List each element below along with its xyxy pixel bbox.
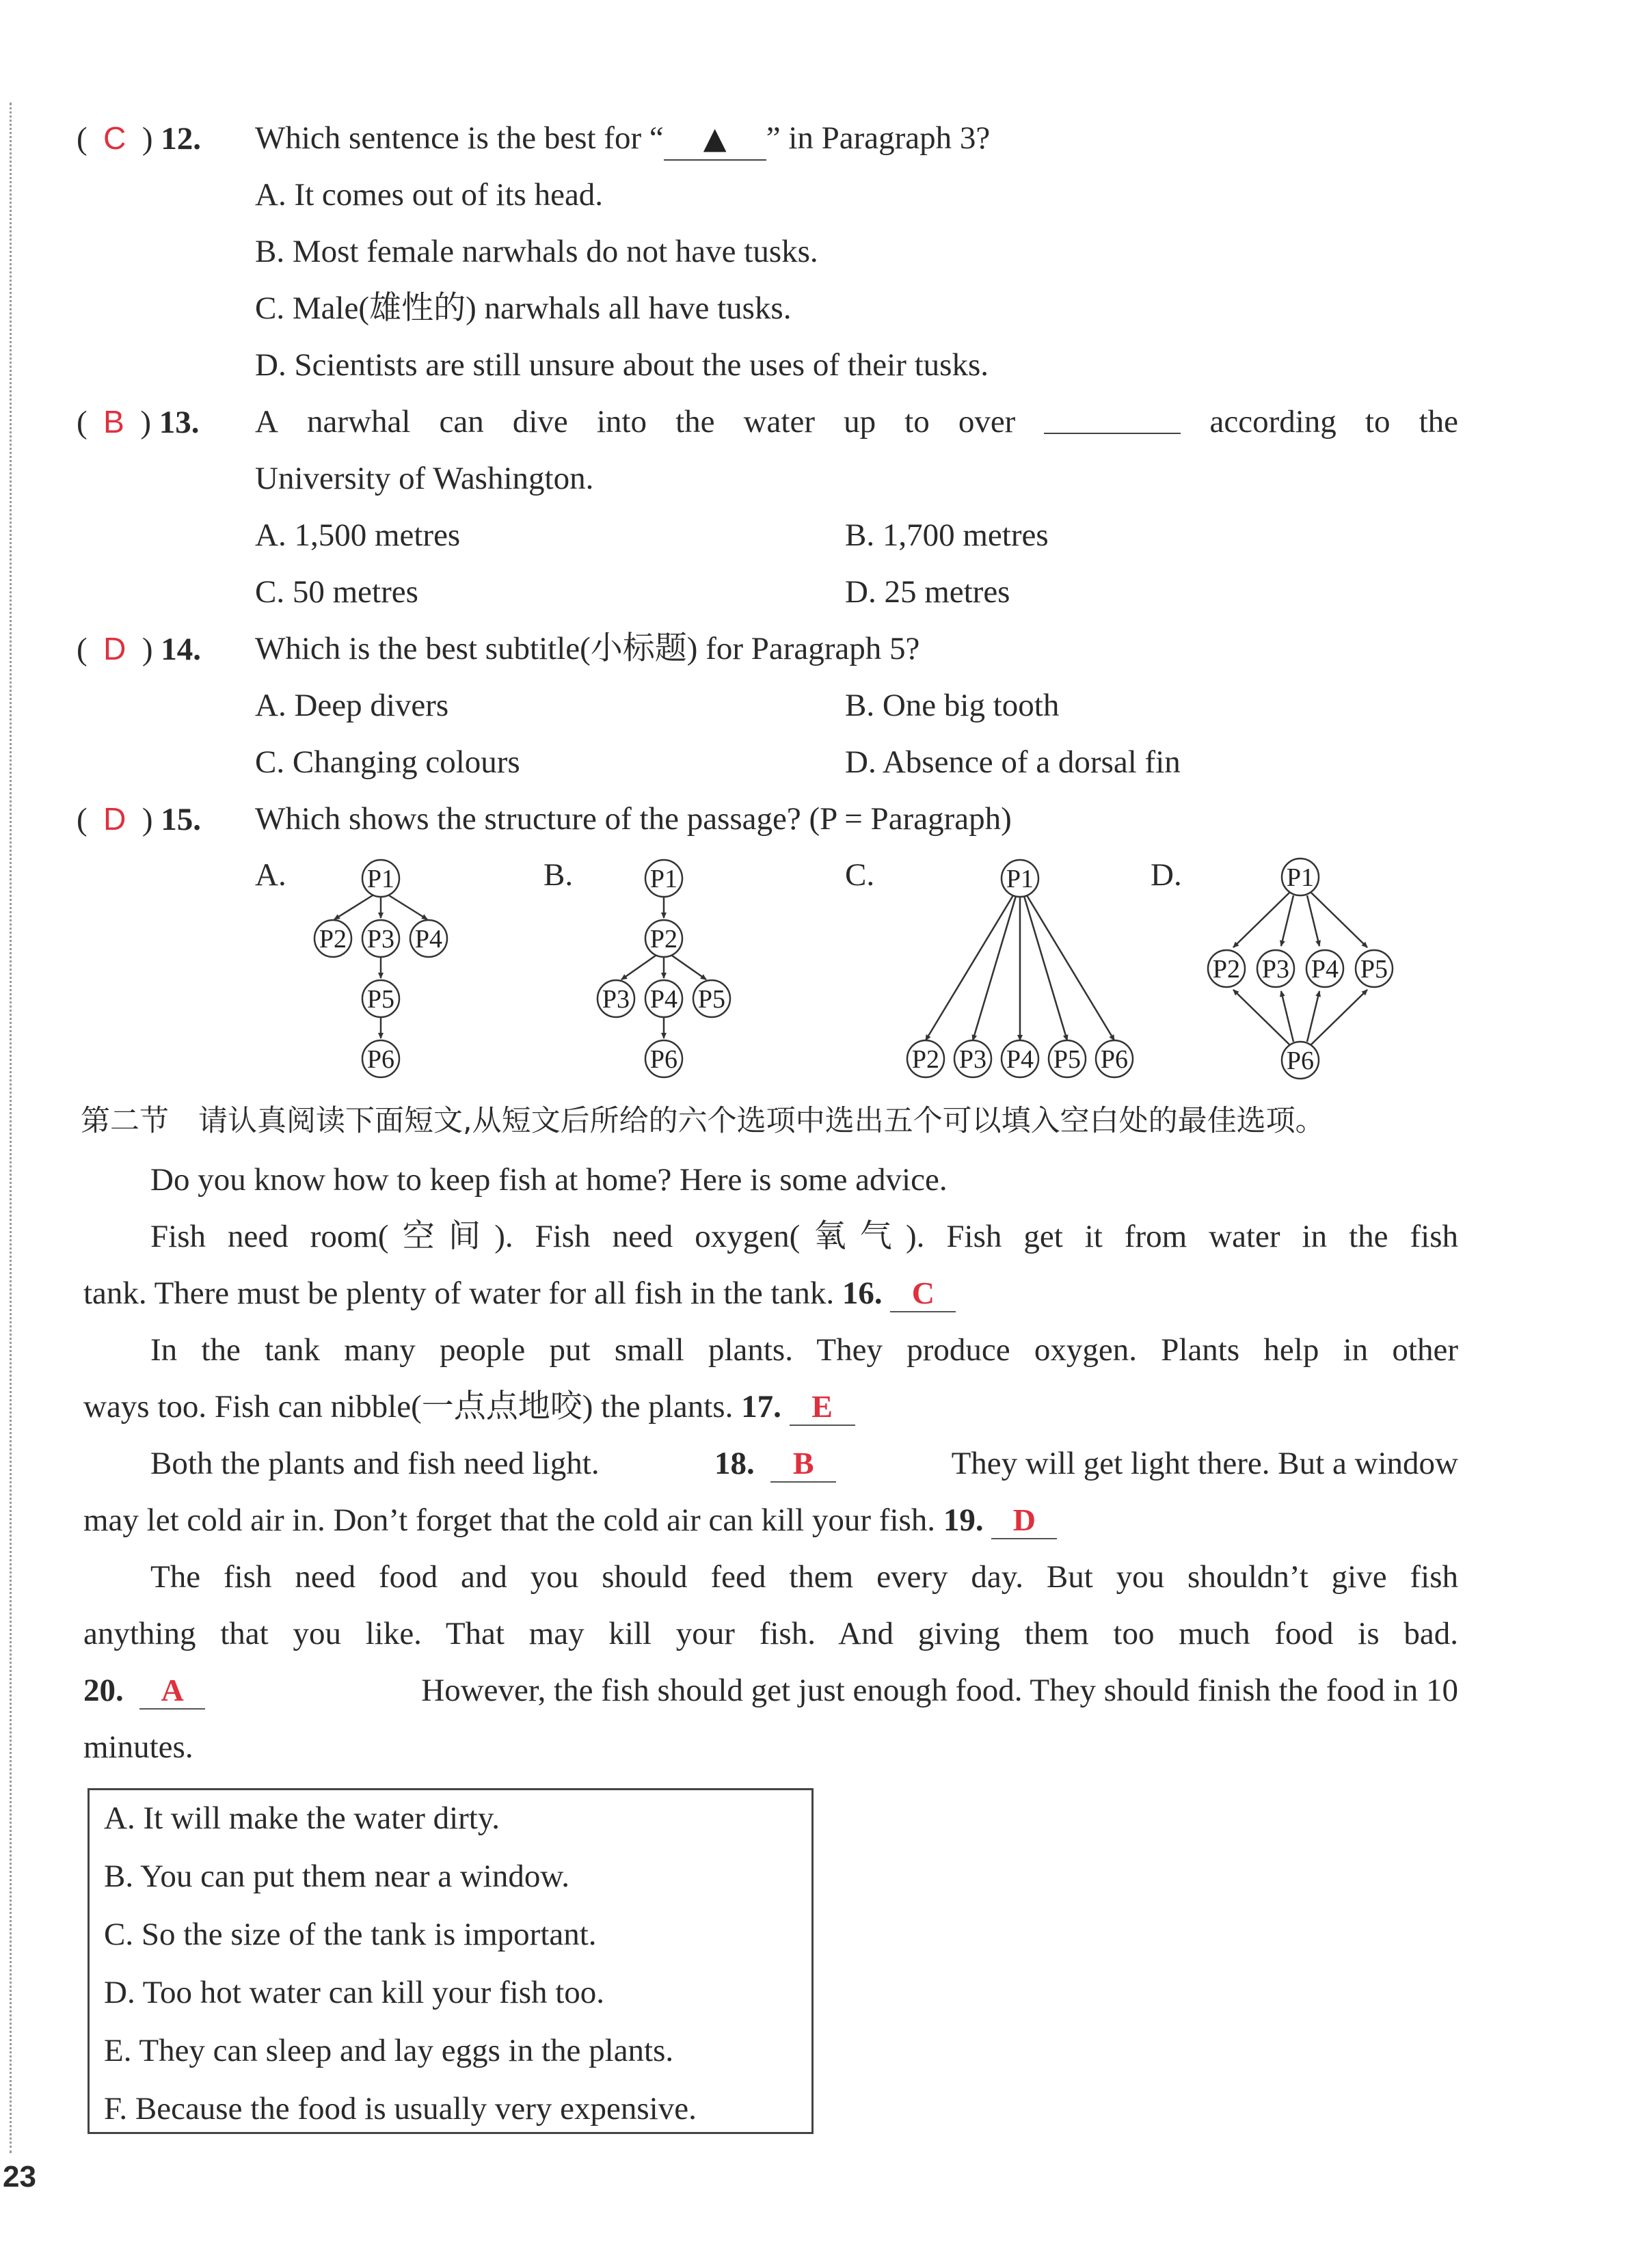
node-label: P6 [366,1045,395,1074]
question-15-stem: Which shows the structure of the passage? (P = Paragraph) [255,801,1012,837]
choice-d: D. Too hot water can kill your fish too. [104,1975,605,2010]
answer-paren: ( [77,632,104,667]
choices-box [88,1788,814,2134]
stem-word: dive [512,404,568,440]
stem-word: narwhal [307,404,411,440]
stem-word: to [1365,404,1391,440]
choice-e: E. They can sleep and lay eggs in the plants. [104,2033,674,2068]
blank-answer-17: E [790,1389,855,1426]
stem-word: over [958,404,1016,440]
passage-paragraph-2-line1: Fish need room(空间). Fish need oxygen(氧气). Fish get it from water in the fish [150,1219,1458,1254]
diagram-a-node-p5 [362,980,399,1017]
option-13a: A. 1,500 metres [255,517,461,553]
answer-13: B [103,404,124,440]
diagram-c-node-p1 [1002,860,1038,897]
diagram-b-node-p5 [693,980,730,1017]
page-number: 23 [3,2160,36,2193]
answer-paren-close: ) [126,121,153,157]
passage-text: tank. There must be plenty of water for all fish in the tank. [83,1275,835,1311]
node-label: P4 [1311,955,1339,984]
passage-paragraph-5-line1: The fish need food and you should feed them every day. But you shouldn’t give fish [150,1559,1458,1595]
passage-paragraph-3-line1: In the tank many people put small plants. They produce oxygen. Plants help in other [150,1332,1458,1368]
diagram-a-node-p3 [362,920,399,957]
node-label: P1 [1286,863,1315,892]
answer-paren: ( [77,802,104,837]
passage-paragraph-5-line2: anything that you like. That may kill your fish. And giving them too much food is bad. [83,1616,1458,1651]
diagram-c-node-p6 [1096,1040,1133,1077]
question-number: 15. [161,802,202,837]
node-label: P3 [366,925,395,954]
passage-text: ways too. Fish can nibble(一点点地咬) the plants. [83,1389,734,1425]
diagram-c-arrows [926,895,1114,1040]
passage-text: may let cold air in. Don’t forget that the cold air can kill your fish. [83,1502,936,1538]
node-label: P6 [649,1045,678,1074]
node-label: P5 [697,985,726,1014]
question-number: 12. [161,121,202,157]
question-number: 13. [159,405,200,440]
option-13d: D. 25 metres [845,574,1010,610]
diagram-label-d: D. [1151,857,1182,893]
answer-paren-close: ) [124,405,151,440]
passage-paragraph-2-line2 [83,1273,956,1314]
answer-12: C [103,120,126,156]
stem-word: into [596,404,647,440]
triangle-icon: ▲ [703,121,727,156]
choice-b: B. You can put them near a window. [104,1859,569,1894]
answer-15: D [103,801,126,837]
stem-text: Which sentence is the best for “ [255,120,664,156]
node-label: P6 [1100,1045,1129,1074]
stem-text: ” in Paragraph 3? [766,120,991,156]
node-label: P4 [649,985,678,1014]
diagram-c-node-p3 [954,1040,991,1077]
diagram-d-node-p5 [1356,950,1393,987]
question-14-stem: Which is the best subtitle(小标题) for Paragraph 5? [255,631,920,666]
node-label: P6 [1286,1047,1315,1075]
diagram-a-node-p1 [362,860,399,897]
passage-text: However, the fish should get just enough food. They should finish the food in 10 [421,1673,1458,1708]
diagram-b-node-p2 [645,920,682,957]
stem-word: to [904,404,930,440]
diagram-d-node-p2 [1208,950,1245,987]
diagram-label-b: B. [543,857,574,893]
blank-number-16: 16. [842,1275,883,1311]
passage-paragraph-5-line3 [83,1670,1458,1711]
node-label: P5 [366,985,395,1014]
diagram-label-a: A. [255,857,286,893]
node-label: P2 [1212,955,1241,984]
structure-diagrams [0,0,1625,1107]
diagram-b-node-p4 [645,980,682,1017]
diagram-c-node-p4 [1002,1040,1038,1077]
node-label: P4 [1006,1045,1034,1074]
passage-paragraph-4-line1 [150,1443,1458,1484]
option-12a: A. It comes out of its head. [255,177,604,213]
option-12c: C. Male(雄性的) narwhals all have tusks. [255,291,792,326]
question-13-stem-line2: University of Washington. [255,461,594,496]
node-label: P3 [1261,955,1290,984]
diagram-label-c: C. [845,857,875,893]
option-12b: B. Most female narwhals do not have tusks. [255,234,818,269]
answer-paren: ( [77,121,104,157]
blank-answer-19: D [991,1502,1057,1539]
node-label: P1 [1006,865,1034,893]
answer-14: D [103,631,126,666]
stem-word: water [743,404,815,440]
blank-answer-18: B [770,1446,836,1483]
stem-word: A [255,404,278,440]
option-12d: D. Scientists are still unsure about the uses of their tusks. [255,347,989,383]
stem-word: the [1419,404,1458,440]
diagram-a-node-p6 [362,1040,399,1077]
diagram-c-node-p5 [1049,1040,1086,1077]
diagram-d-node-p1 [1282,859,1319,895]
diagram-a-node-p4 [410,920,447,957]
answer-paren: ( [77,405,104,440]
choice-a: A. It will make the water dirty. [104,1800,500,1836]
diagram-a-node-p2 [314,920,351,957]
blank-number-19: 19. [943,1502,984,1538]
passage-text: Both the plants and fish need light. [150,1446,600,1481]
question-number: 14. [161,632,202,667]
node-label: P1 [366,865,395,893]
blank-number-18: 18. [714,1446,755,1481]
blank-answer-20: A [139,1673,205,1710]
blank-number-17: 17. [741,1389,781,1425]
node-label: P4 [414,925,443,954]
passage-paragraph-3-line2 [83,1386,855,1427]
diagram-b-node-p3 [597,980,634,1017]
answer-paren-close: ) [126,632,153,667]
passage-paragraph-1: Do you know how to keep fish at home? Here is some advice. [150,1162,948,1198]
choice-c: C. So the size of the tank is important. [104,1917,597,1952]
diagram-d-node-p3 [1257,950,1294,987]
option-14a: A. Deep divers [255,688,449,723]
stem-word: the [675,404,715,440]
node-label: P1 [649,865,678,893]
option-13c: C. 50 metres [255,574,418,610]
diagram-b-node-p1 [645,860,682,897]
diagram-b-node-p6 [645,1040,682,1077]
option-14b: B. One big tooth [845,688,1060,723]
answer-paren-close: ) [126,802,153,837]
node-label: P5 [1053,1045,1082,1074]
node-label: P2 [911,1045,940,1074]
blank-answer-16: C [890,1275,956,1312]
node-label: P2 [649,925,678,954]
choice-f: F. Because the food is usually very expensive. [104,2091,697,2127]
node-label: P5 [1360,955,1388,984]
stem-word: can [439,404,484,440]
option-14d: D. Absence of a dorsal fin [845,744,1181,780]
blank-number-20: 20. [83,1673,124,1708]
diagram-d-node-p4 [1306,950,1343,987]
passage-paragraph-5-line4: minutes. [83,1729,193,1765]
section-2-heading: 第二节 请认真阅读下面短文,从短文后所给的六个选项中选出五个可以填入空白处的最佳选项。 [81,1104,1325,1138]
option-14c: C. Changing colours [255,744,520,780]
stem-word: up [844,404,876,440]
passage-text: They will get light there. But a window [951,1446,1458,1481]
option-13b: B. 1,700 metres [845,517,1049,553]
node-label: P2 [319,925,347,954]
diagram-d-node-p6 [1282,1042,1319,1079]
diagram-d-arrows [1233,893,1367,1044]
passage-paragraph-4-line2 [83,1500,1057,1541]
node-label: P3 [602,985,630,1014]
stem-word: according [1209,404,1337,440]
node-label: P3 [958,1045,987,1074]
diagram-c-node-p2 [907,1040,944,1077]
